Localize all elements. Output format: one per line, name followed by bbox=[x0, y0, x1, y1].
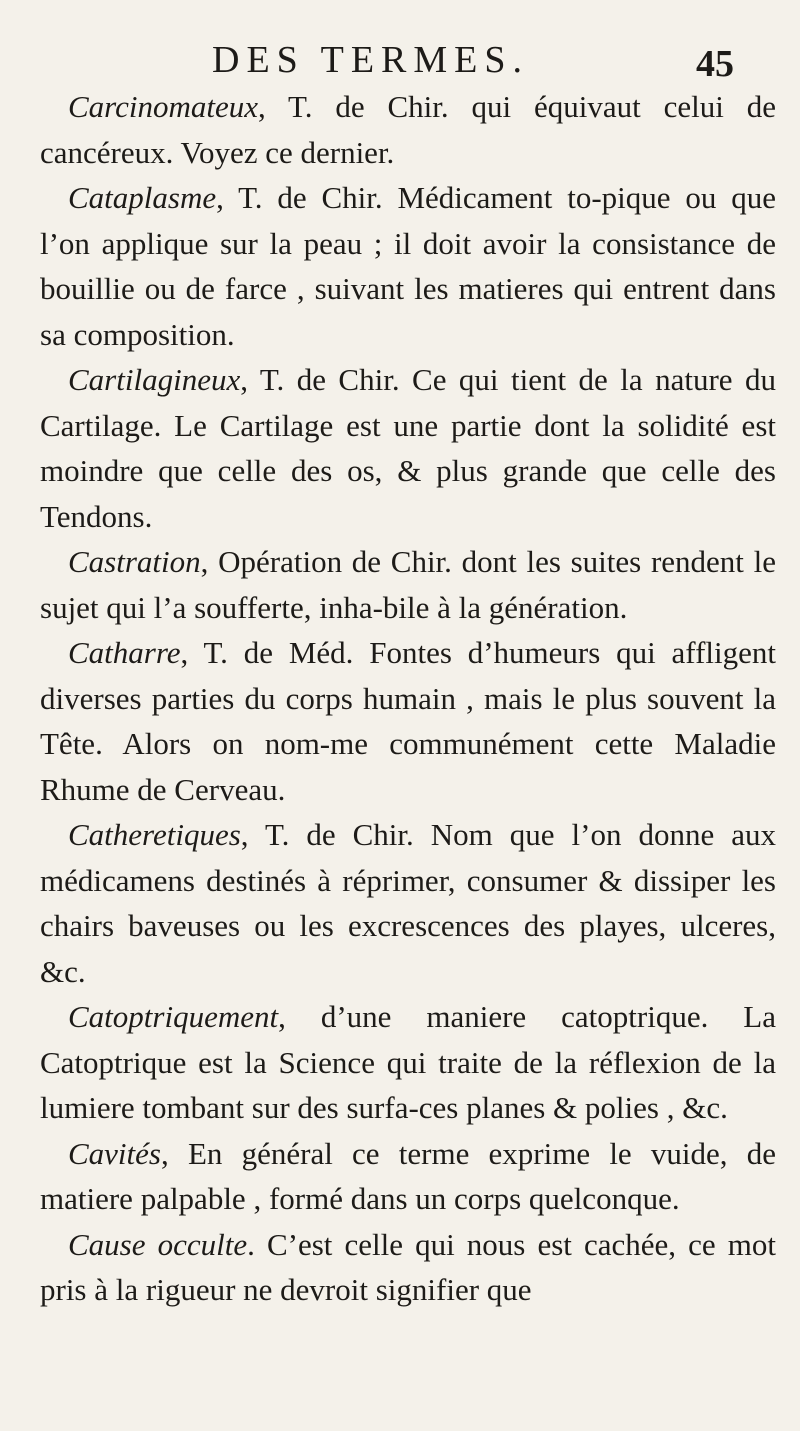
entry-term: Catharre bbox=[68, 635, 181, 670]
entry-term: Catoptriquement bbox=[68, 999, 279, 1034]
glossary-entry bbox=[40, 357, 776, 539]
entry-term: Catheretiques bbox=[68, 817, 241, 852]
glossary-entry bbox=[40, 1222, 776, 1313]
running-title: DES TERMES. bbox=[212, 39, 530, 81]
entry-definition: , En général ce terme exprime le vuide, de matiere palpable , formé dans un corps quelconque. bbox=[40, 1135, 776, 1216]
glossary-entry bbox=[40, 1131, 776, 1222]
entry-definition: , Opération de Chir. dont les suites rendent le sujet qui l’a soufferte, inha-bile à la génération. bbox=[40, 544, 776, 625]
entry-term: Carcinomateux bbox=[68, 89, 258, 124]
entry-definition: , T. de Chir. Ce qui tient de la nature du Cartilage. Le Cartilage est une partie dont la solidité est moindre que celle des os, & plus grande que celle des Tendons. bbox=[40, 362, 776, 534]
glossary-entry bbox=[40, 539, 776, 630]
entry-definition: , T. de Chir. Médicament to-pique ou que l’on applique sur la peau ; il doit avoir la consistance de bouillie ou de farce , suivant les matieres qui entrent dans sa composition. bbox=[40, 180, 776, 352]
page-number: 45 bbox=[696, 43, 734, 85]
entry-term: Cartilagineux bbox=[68, 362, 241, 397]
entry-definition: , T. de Méd. Fontes d’humeurs qui affligent diverses parties du corps humain , mais le plus souvent la Tête. Alors on nom-me communément cette Maladie Rhume de Cerveau. bbox=[40, 635, 776, 807]
entry-term: Cavités bbox=[68, 1135, 161, 1171]
entry-term: Cataplasme bbox=[68, 180, 217, 215]
glossary-entry bbox=[40, 175, 776, 357]
glossary-text bbox=[40, 84, 776, 1313]
glossary-entry bbox=[40, 84, 776, 175]
glossary-entry bbox=[40, 812, 776, 994]
entry-definition: , T. de Chir. Nom que l’on donne aux médicamens destinés à réprimer, consumer & dissiper les chairs baveuses ou les excrescences des playes, ulceres, &c. bbox=[40, 817, 776, 989]
entry-term: Castration bbox=[68, 544, 201, 579]
entry-definition: , T. de Chir. qui équivaut celui de cancéreux. Voyez ce dernier. bbox=[40, 89, 776, 170]
page-header bbox=[0, 34, 800, 84]
entry-definition: . C’est celle qui nous est cachée, ce mot pris à la rigueur ne devroit signifier que bbox=[40, 1226, 776, 1307]
entry-term: Cause occulte bbox=[68, 1226, 248, 1262]
glossary-entry bbox=[40, 630, 776, 812]
entry-definition: , d’une maniere catoptrique. La Catoptrique est la Science qui traite de la réflexion de la lumiere tombant sur des surfa-ces planes & polies , &c. bbox=[40, 999, 776, 1125]
glossary-entry bbox=[40, 994, 776, 1131]
